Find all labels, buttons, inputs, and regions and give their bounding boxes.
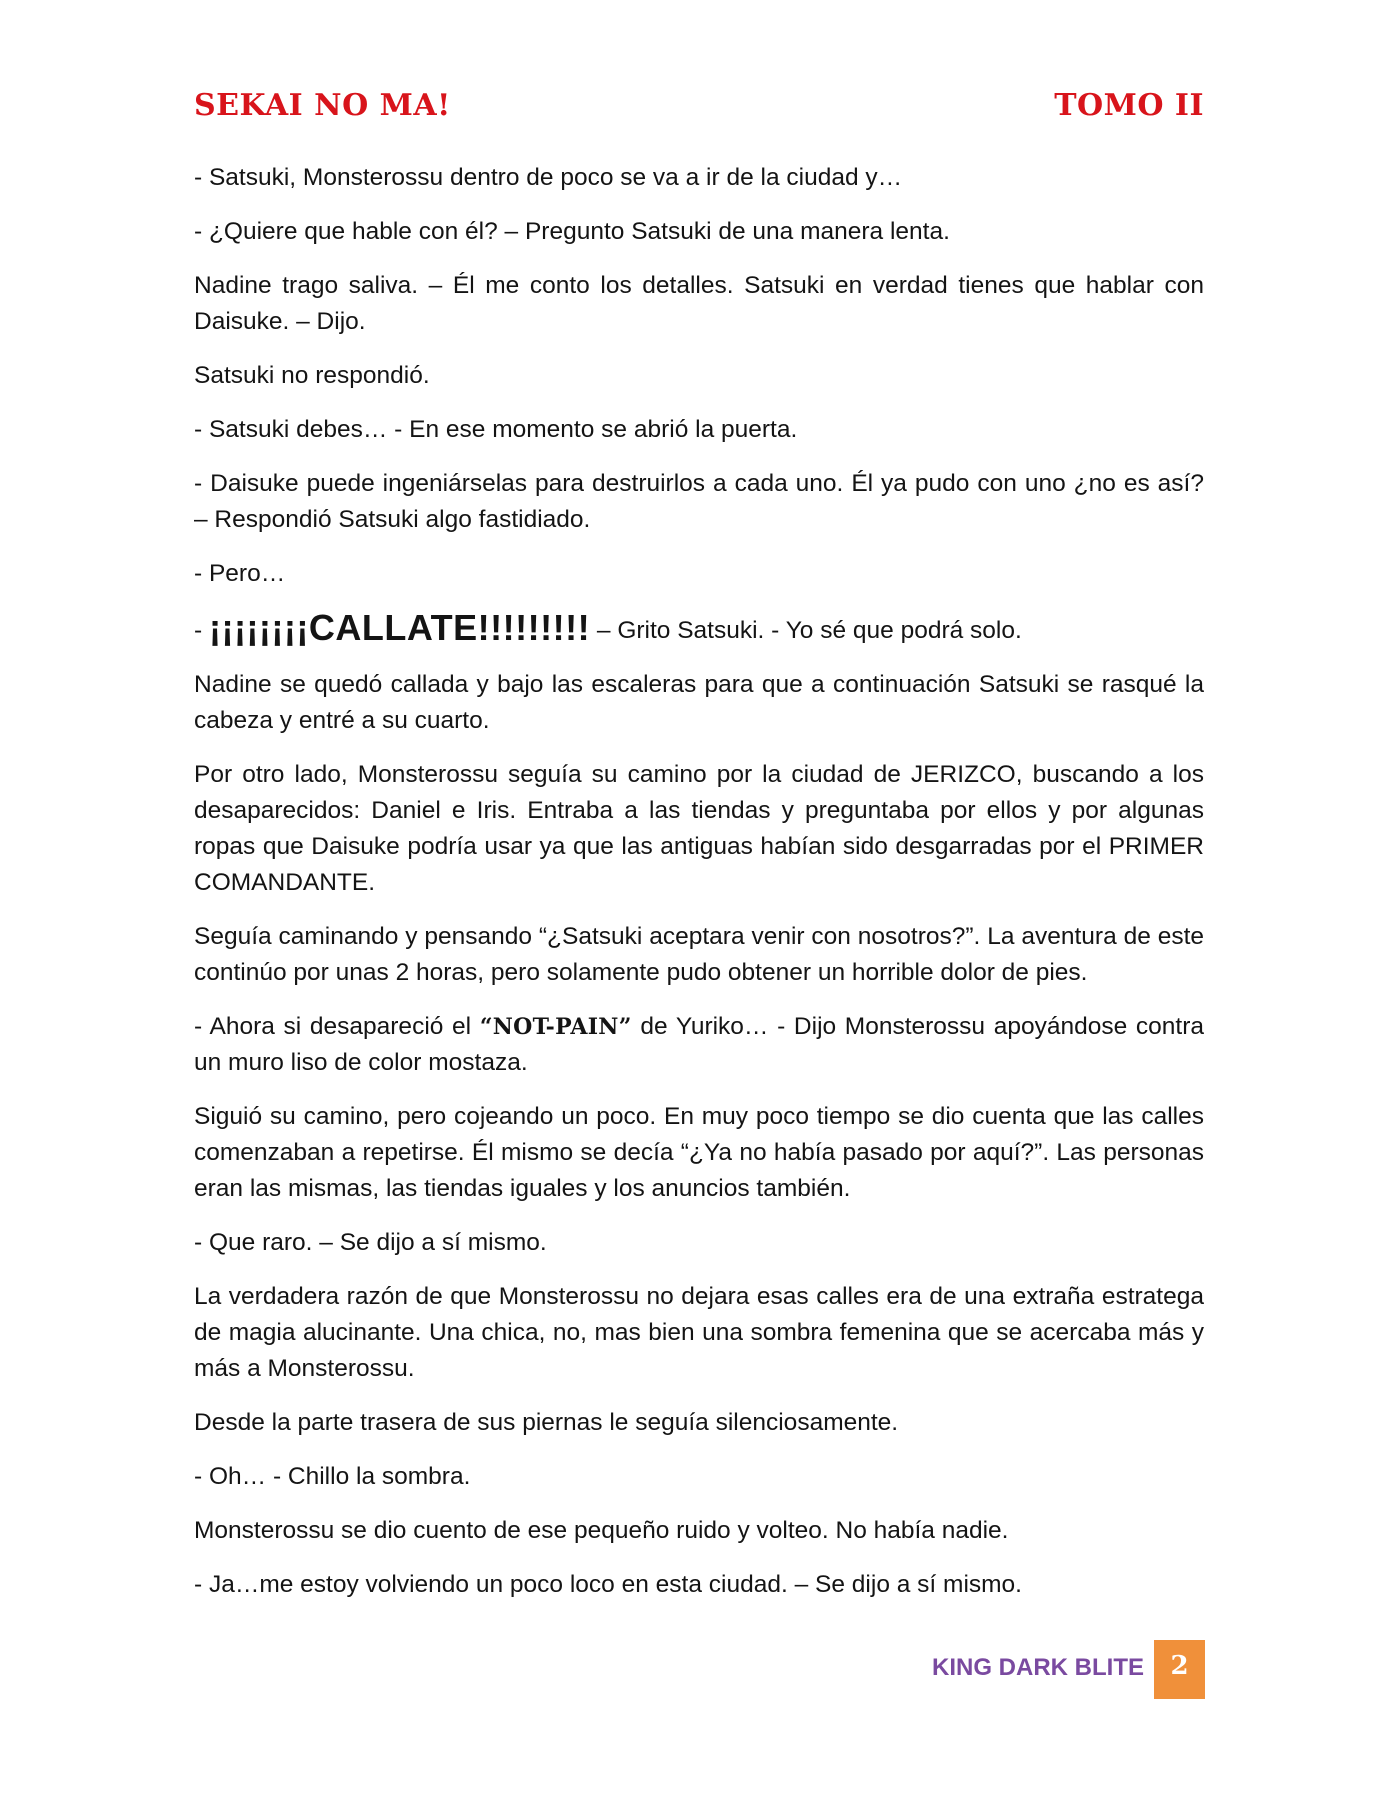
paragraph: Satsuki no respondió. xyxy=(194,362,430,389)
paragraph: La verdadera razón de que Monsterossu no dejara esas calles era de una extraña estratega de magia alucinante. Una chica, no, mas bien una sombra femenina que se acercaba más y más a Monsterossu. xyxy=(194,1283,1204,1382)
not-pain-term: “NOT-PAIN” xyxy=(479,1014,632,1040)
paragraph: - Satsuki debes… - En ese momento se abrió la puerta. xyxy=(194,416,798,443)
paragraph: Nadine se quedó callada y bajo las escaleras para que a continuación Satsuki se rasqué la cabeza y entré a su cuarto. xyxy=(194,671,1204,734)
page-footer xyxy=(0,1640,1400,1700)
page-number: 2 xyxy=(1170,1651,1189,1681)
paragraph: - Oh… - Chillo la sombra. xyxy=(194,1463,471,1490)
page-header xyxy=(194,88,1204,132)
paragraph: - ¿Quiere que hable con él? – Pregunto Satsuki de una manera lenta. xyxy=(194,218,950,245)
paragraph: - Pero… xyxy=(194,560,286,587)
dialogue-start: - Ahora si desapareció el xyxy=(194,1013,480,1040)
paragraph: Nadine trago saliva. – Él me conto los detalles. Satsuki en verdad tienes que hablar con Daisuke. – Dijo. xyxy=(194,272,1204,335)
volume-label: TOMO II xyxy=(1054,88,1204,123)
paragraph: - Ja…me estoy volviendo un poco loco en esta ciudad. – Se dijo a sí mismo. xyxy=(194,1571,1022,1598)
paragraph: - Que raro. – Se dijo a sí mismo. xyxy=(194,1229,547,1256)
author-name: KING DARK BLITE xyxy=(932,1654,1144,1681)
paragraph-shout xyxy=(194,607,1204,649)
page-number-box xyxy=(1154,1640,1205,1699)
dialogue-end: de Yuriko… - Dijo Monsterossu apoyándose contra un muro liso de color mostaza. xyxy=(194,1013,1205,1076)
paragraph: Siguió su camino, pero cojeando un poco. En muy poco tiempo se dio cuenta que las calles comenzaban a repetirse. Él mismo se decía “¿Ya no había pasado por aquí?”. Las personas eran las mismas, las tiendas iguales y los anuncios también. xyxy=(194,1103,1204,1202)
paragraph: Por otro lado, Monsterossu seguía su camino por la ciudad de JERIZCO, buscando a los desaparecidos: Daniel e Iris. Entraba a las tiendas y preguntaba por ellos y por algunas ropas que Daisuke podría usar ya que las antiguas habían sido desgarradas por el PRIMER COMANDANTE. xyxy=(194,761,1204,896)
book-title: SEKAI NO MA! xyxy=(194,88,451,123)
dialogue-tag: – Grito Satsuki. - Yo sé que podrá solo. xyxy=(590,617,1022,644)
paragraph: - Satsuki, Monsterossu dentro de poco se va a ir de la ciudad y… xyxy=(194,164,903,191)
shout-text: ¡¡¡¡¡¡¡¡CALLATE!!!!!!!!! xyxy=(208,607,591,648)
paragraph: - Daisuke puede ingeniárselas para destruirlos a cada uno. Él ya pudo con uno ¿no es así? – Respondió Satsuki algo fastidiado. xyxy=(194,470,1204,533)
paragraph: Monsterossu se dio cuento de ese pequeño ruido y volteo. No había nadie. xyxy=(194,1517,1009,1544)
paragraph xyxy=(194,1009,1204,1081)
paragraph: Seguía caminando y pensando “¿Satsuki aceptara venir con nosotros?”. La aventura de este continúo por unas 2 horas, pero solamente pudo obtener un horrible dolor de pies. xyxy=(194,923,1204,986)
paragraph: Desde la parte trasera de sus piernas le seguía silenciosamente. xyxy=(194,1409,899,1436)
dialogue-dash: - xyxy=(194,617,209,644)
body-text xyxy=(194,160,1204,1621)
